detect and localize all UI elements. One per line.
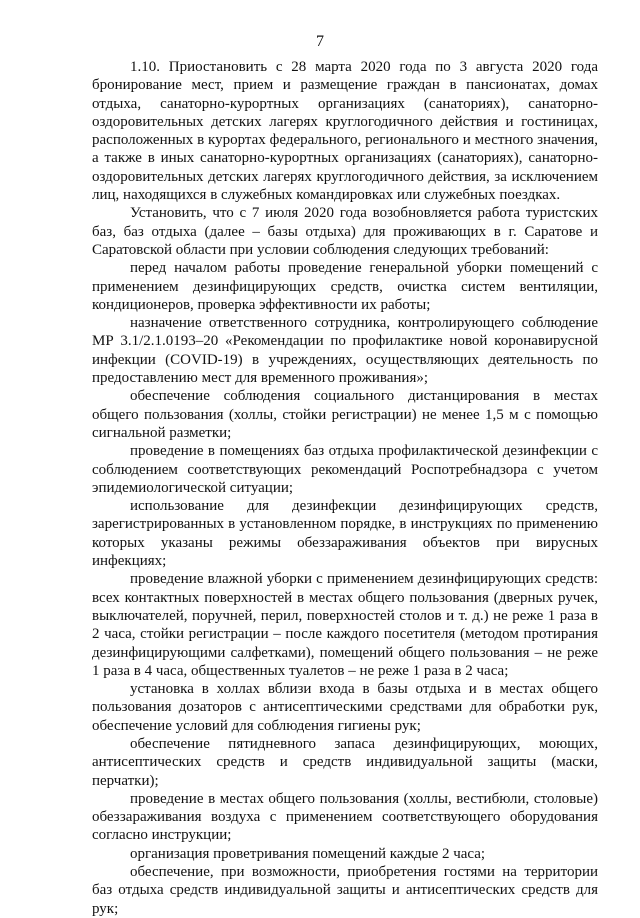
requirement-item: проведение в местах общего пользования (холлы, вестибюли, столовые) обеззараживания воздуха с применением соответствующего оборудования согласно инструкции; (92, 790, 598, 844)
requirement-item: перед началом работы проведение генеральной уборки помещений с применением дезинфицирующих средств, очистка систем вентиляции, кондиционеров, проверка эффективности их работы; (92, 260, 598, 313)
requirement-item: использование для дезинфекции дезинфицирующих средств, зарегистрированных в установленном порядке, в инструкциях по применению которых указаны режимы обеззараживания объектов при вирусных инфекциях; (92, 498, 598, 570)
page-number: 7 (316, 33, 324, 50)
requirement-item: организация проветривания помещений каждые 2 часа; (130, 845, 486, 862)
requirement-item: установка в холлах вблизи входа в базы отдыха и в местах общего пользования дозаторов с антисептическими средствами для обработки рук, обеспечение условий для соблюдения гигиены рук; (92, 681, 598, 734)
requirement-item: проведение в помещениях баз отдыха профилактической дезинфекции с соблюдением соответствующих рекомендаций Роспотребнадзора с учетом эпидемиологической ситуации; (92, 443, 598, 496)
requirement-item: проведение влажной уборки с применением дезинфицирующих средств: всех контактных поверхностей в местах общего пользования (дверных ручек, выключателей, поручней, перил, поверхностей столов и т. д.) не реже 1 раза в 2 часа, стойки регистрации – после каждого посетителя (методом протирания дезинфицирующими салфетками), помещений общего пользования – не реже 1 раза в 4 часа, общественных туалетов – не реже 1 раза в 2 часа; (92, 571, 598, 679)
requirement-item: обеспечение соблюдения социального дистанцирования в местах общего пользования (холлы, стойки регистрации) не менее 1,5 м с помощью сигнальной разметки; (92, 388, 598, 441)
requirement-item: обеспечение, при возможности, приобретения гостями на территории баз отдыха средств индивидуальной защиты и антисептических средств для рук; (92, 864, 598, 917)
requirement-item: обеспечение пятидневного запаса дезинфицирующих, моющих, антисептических средств и средств индивидуальной защиты (маски, перчатки); (92, 735, 598, 789)
requirement-item: назначение ответственного сотрудника, контролирующего соблюдение МР 3.1/2.1.0193–20 «Рекомендации по профилактике новой коронавирусной инфекции (COVID-19) в учреждениях, осуществляющих деятельность по предоставлению мест для временного проживания»; (92, 315, 598, 387)
paragraph-requirements-intro: Установить, что с 7 июля 2020 года возобновляется работа туристских баз, баз отдыха (далее – базы отдыха) для проживающих в г. Саратове и Саратовской области при условии соблюдения следующих требований: (92, 205, 598, 258)
paragraph-1-10: 1.10. Приостановить с 28 марта 2020 года по 3 августа 2020 года бронирование мест, прием и размещение граждан в пансионатах, домах отдыха, санаторно-курортных организациях (санаториях), санаторно-оздоровительных детских лагерях круглогодичного действия и гостиницах, расположенных в курортах федерального, регионального и местного значения, а также в иных санаторно-курортных организациях (санаториях), санаторно-оздоровительных детских лагерях круглогодичного действия, за исключением лиц, находящихся в служебных командировках или служебных поездках. (92, 59, 598, 204)
document-body (92, 58, 598, 918)
